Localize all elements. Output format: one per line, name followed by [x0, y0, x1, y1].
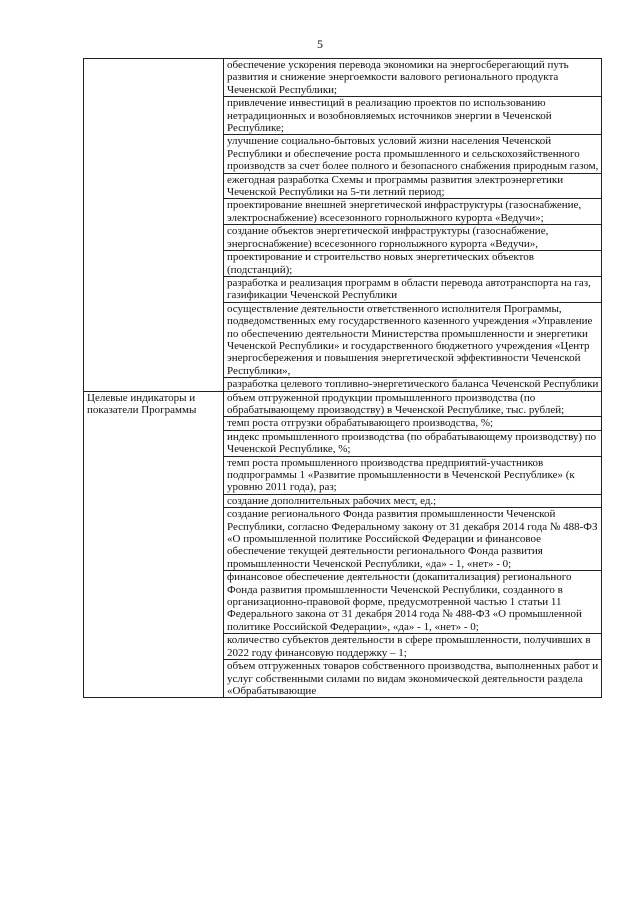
task-item: проектирование и строительство новых энергетических объектов (подстанций); [224, 251, 602, 277]
indicator-item: темп роста отгрузки обрабатывающего производства, %; [224, 417, 602, 430]
task-item: обеспечение ускорения перевода экономики на энергосберегающий путь развития и снижение энергоемкости валового регионального продукта Чеченской Республики; [224, 59, 602, 97]
task-item: осуществление деятельности ответственного исполнителя Программы, подведомственных ему государственного казенного учреждения «Управление по обеспечению деятельности Министерства промышленности и энергетики Чеченской Республики» и государственного бюджетного учреждения «Центр энергосбережения и повышения энергетической эффективности Чеченской Республики», [224, 302, 602, 377]
task-item: привлечение инвестиций в реализацию проектов по использованию нетрадиционных и возобновляемых источников энергии в Чеченской Республике; [224, 97, 602, 135]
indicator-item: объем отгруженной продукции промышленного производства (по обрабатывающему производству) в Чеченской Республике, тыс. рублей; [224, 391, 602, 417]
indicator-item: темп роста промышленного производства предприятий-участников подпрограммы 1 «Развитие промышленности в Чеченской Республике» (к уровню 2011 года), раз; [224, 456, 602, 494]
task-item: разработка целевого топливно-энергетического баланса Чеченской Республики [224, 378, 602, 391]
program-passport-table [83, 58, 602, 698]
table-row [84, 391, 602, 417]
page-number: 5 [317, 37, 323, 51]
indicator-item: создание регионального Фонда развития промышленности Чеченской Республики, согласно Федеральному закону от 31 декабря 2014 года № 488-ФЗ «О промышленной политике Российской Федерации и финансовое обеспечение текущей деятельности регионального Фонда развития промышленности Чеченской Республики, «да» - 1, «нет» - 0; [224, 508, 602, 571]
task-item: создание объектов энергетической инфраструктуры (газоснабжение, энергоснабжение) всесезонного горнолыжного курорта «Ведучи», [224, 225, 602, 251]
task-item: ежегодная разработка Схемы и программы развития электроэнергетики Чеченской Республики на 5-ти летний период; [224, 173, 602, 199]
indicators-label-cell: Целевые индикаторы и показатели Программы [84, 391, 224, 698]
task-item: улучшение социально-бытовых условий жизни населения Чеченской Республики и обеспечение роста промышленного и сельскохозяйственного производств за счет более полного и безопасного снабжения природным газом, [224, 135, 602, 173]
tasks-label-cell [84, 59, 224, 392]
indicator-item: финансовое обеспечение деятельности (докапитализация) регионального Фонда развития промышленности Чеченской Республики, созданного в организационно-правовой форме, предусмотренной частью 1 статьи 11 Федерального закона от 31 декабря 2014 года № 488-ФЗ «О промышленной политике Российской Федерации», «да» - 1, «нет» - 0; [224, 571, 602, 634]
indicator-item: индекс промышленного производства (по обрабатывающему производству) по Чеченской Республике, %; [224, 430, 602, 456]
indicator-item: количество субъектов деятельности в сфере промышленности, получивших в 2022 году финансовую поддержку – 1; [224, 634, 602, 660]
task-item: проектирование внешней энергетической инфраструктуры (газоснабжение, электроснабжение) всесезонного горнолыжного курорта «Ведучи»; [224, 199, 602, 225]
task-item: разработка и реализация программ в области перевода автотранспорта на газ, газификации Чеченской Республики [224, 276, 602, 302]
table-row [84, 59, 602, 97]
indicator-item: объем отгруженных товаров собственного производства, выполненных работ и услуг собственными силами по видам экономической деятельности раздела «Обрабатывающие [224, 660, 602, 698]
indicator-item: создание дополнительных рабочих мест, ед.; [224, 494, 602, 507]
